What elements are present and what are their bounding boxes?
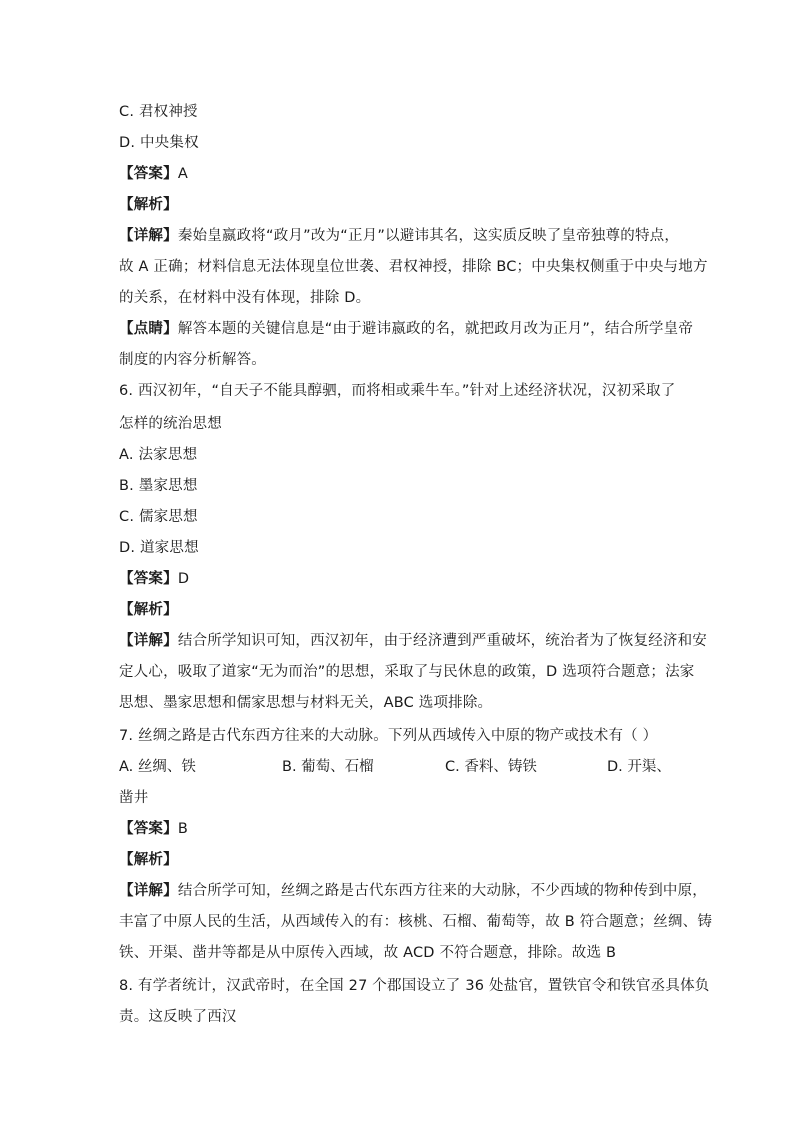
q5-answer bbox=[119, 164, 188, 184]
answer-tag: 【答案】 bbox=[119, 571, 178, 587]
q5-tip-line-2: 制度的内容分析解答。 bbox=[119, 352, 266, 368]
q7-option-d-line-1: D. 开渠、 bbox=[607, 759, 671, 775]
detail-tag: 【详解】 bbox=[119, 883, 178, 899]
q7-option-c: C. 香料、铸铁 bbox=[445, 759, 537, 775]
q6-detail-line-2: 定人心，吸取了道家“无为而治”的思想，采取了与民休息的政策，D 选项符合题意；法家 bbox=[119, 664, 695, 680]
answer-value: B bbox=[177, 821, 188, 837]
q6-detail-line-3: 思想、墨家思想和儒家思想与材料无关，ABC 选项排除。 bbox=[119, 695, 493, 711]
q6-option-c: C. 儒家思想 bbox=[119, 509, 198, 525]
q8-stem-line-1: 8. 有学者统计，汉武帝时，在全国 27 个郡国设立了 36 处盐官，置铁官令和铁官丞具体负 bbox=[119, 978, 710, 994]
q7-option-b: B. 葡萄、石榴 bbox=[282, 759, 374, 775]
q6-stem-line-2: 怎样的统治思想 bbox=[119, 416, 222, 432]
q6-analysis-tag: 【解析】 bbox=[119, 602, 178, 618]
q6-option-a: A. 法家思想 bbox=[119, 447, 198, 463]
q7-stem: 7. 丝绸之路是古代东西方往来的大动脉。下列从西域传入中原的物产或技术有（ ） bbox=[119, 728, 658, 744]
q7-option-a: A. 丝绸、铁 bbox=[119, 759, 196, 775]
answer-value: D bbox=[177, 571, 190, 587]
q7-option-d-line-2: 凿井 bbox=[119, 790, 149, 806]
q6-option-b: B. 墨家思想 bbox=[119, 478, 198, 494]
q7-analysis-tag: 【解析】 bbox=[119, 852, 178, 868]
q5-detail-line-2: 故 A 正确；材料信息无法体现皇位世袭、君权神授，排除 BC；中央集权侧重于中央与地方 bbox=[119, 259, 708, 275]
q5-detail-line-1: 【详解】秦始皇嬴政将“政月”改为“正月”以避讳其名，这实质反映了皇帝独尊的特点， bbox=[119, 228, 680, 244]
q5-analysis-tag: 【解析】 bbox=[119, 197, 178, 213]
q5-option-c: C. 君权神授 bbox=[119, 104, 198, 120]
detail-tag: 【详解】 bbox=[119, 228, 178, 244]
detail-tag: 【详解】 bbox=[119, 633, 178, 649]
q7-detail-line-3: 铁、开渠、凿井等都是从中原传入西域，故 ACD 不符合题意，排除。故选 B bbox=[119, 945, 617, 961]
q7-detail-line-2: 丰富了中原人民的生活，从西域传入的有：核桃、石榴、葡萄等，故 B 符合题意；丝绸、铸 bbox=[119, 914, 713, 930]
q7-detail-line-1: 【详解】结合所学可知，丝绸之路是古代东西方往来的大动脉，不少西域的物种传到中原， bbox=[119, 883, 708, 899]
answer-tag: 【答案】 bbox=[119, 166, 178, 182]
tip-tag: 【点睛】 bbox=[119, 321, 178, 337]
q5-detail-line-3: 的关系，在材料中没有体现，排除 D。 bbox=[119, 290, 371, 306]
q8-stem-line-2: 责。这反映了西汉 bbox=[119, 1009, 237, 1025]
answer-value: A bbox=[177, 166, 188, 182]
q5-tip-line-1: 【点睛】解答本题的关键信息是“由于避讳嬴政的名，就把政月改为正月”，结合所学皇帝 bbox=[119, 321, 694, 337]
q7-answer bbox=[119, 819, 188, 839]
q5-option-d: D. 中央集权 bbox=[119, 135, 199, 151]
q6-stem-line-1: 6. 西汉初年，“自天子不能具醇驷，而将相或乘牛车。”针对上述经济状况，汉初采取了 bbox=[119, 383, 676, 399]
q6-answer bbox=[119, 569, 189, 589]
q6-detail-line-1: 【详解】结合所学知识可知，西汉初年，由于经济遭到严重破坏，统治者为了恢复经济和安 bbox=[119, 633, 708, 649]
answer-tag: 【答案】 bbox=[119, 821, 178, 837]
q6-option-d: D. 道家思想 bbox=[119, 540, 199, 556]
